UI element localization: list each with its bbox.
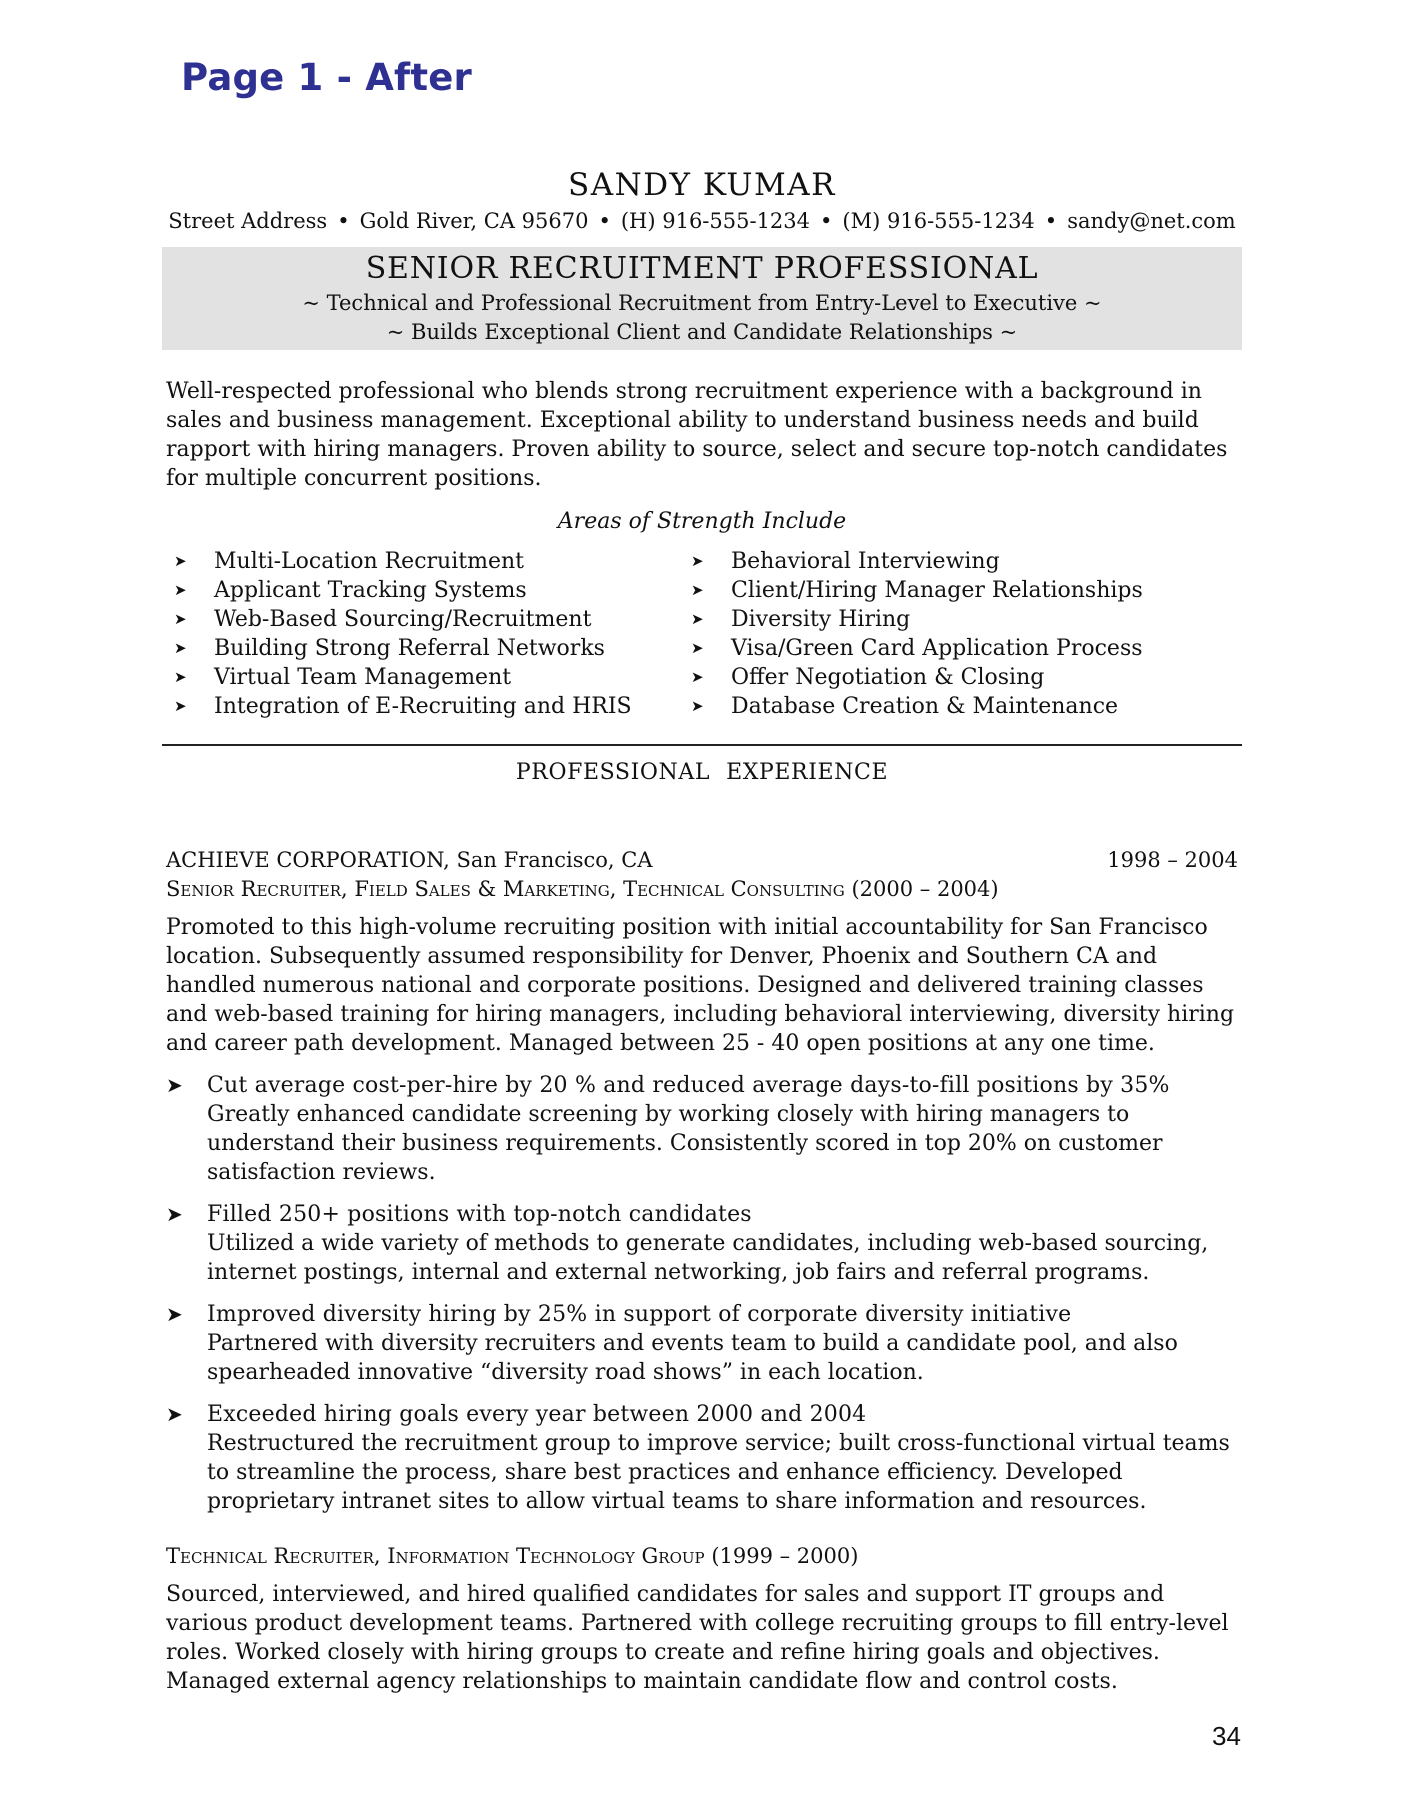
- contact-city: Gold River, CA 95670: [359, 209, 589, 233]
- contact-mobile-phone: (M) 916-555-1234: [842, 209, 1035, 233]
- role-name: Senior Recruiter, Field Sales & Marketing, Technical Consulting: [166, 877, 845, 901]
- list-item: [174, 634, 691, 663]
- strength-label: Web-Based Sourcing/Recruitment: [214, 607, 592, 632]
- list-item: [691, 576, 1208, 605]
- strength-label: Integration of E-Recruiting and HRIS: [214, 694, 632, 719]
- page-label: Page 1 - After: [181, 56, 472, 99]
- role-title: [166, 875, 1238, 904]
- list-item: [174, 576, 691, 605]
- list-item: [691, 547, 1208, 576]
- company-header: [166, 846, 1238, 875]
- list-item: [691, 605, 1208, 634]
- achievement-body: [207, 1071, 1242, 1187]
- strengths-right-column: [691, 547, 1208, 721]
- section-divider: [162, 744, 1242, 746]
- chevron-right-icon: ➤: [174, 697, 187, 715]
- strength-label: Behavioral Interviewing: [731, 549, 1000, 574]
- achievement-title: Exceeded hiring goals every year between 2000 and 2004: [207, 1402, 867, 1427]
- chevron-right-icon: ➤: [691, 697, 704, 715]
- chevron-right-icon: ➤: [691, 552, 704, 570]
- strength-label: Client/Hiring Manager Relationships: [731, 578, 1143, 603]
- section-title-word: PROFESSIONAL: [515, 760, 711, 785]
- list-item: [174, 663, 691, 692]
- achievement-description: Partnered with diversity recruiters and events team to build a candidate pool, and also spearheaded innovative “diversity road shows” in each location.: [207, 1331, 1178, 1385]
- strength-label: Multi-Location Recruitment: [214, 549, 524, 574]
- strengths-left-column: [174, 547, 691, 721]
- experience-section-title: [162, 758, 1242, 787]
- achievement-body: [207, 1400, 1242, 1516]
- headline-banner: [162, 247, 1242, 350]
- list-item: [691, 663, 1208, 692]
- chevron-right-icon: ➤: [174, 610, 187, 628]
- achievement-body: [207, 1200, 1242, 1287]
- strength-label: Applicant Tracking Systems: [214, 578, 527, 603]
- list-item: [174, 605, 691, 634]
- strength-label: Building Strong Referral Networks: [214, 636, 605, 661]
- candidate-name: SANDY KUMAR: [567, 167, 837, 203]
- chevron-right-icon: ➤: [174, 668, 187, 686]
- contact-home-phone: (H) 916-555-1234: [620, 209, 811, 233]
- role-title: [166, 1542, 1238, 1571]
- strengths-list: [162, 547, 1242, 721]
- strength-label: Database Creation & Maintenance: [731, 694, 1119, 719]
- list-item: [174, 692, 691, 721]
- company-dates: 1998 – 2004: [1107, 848, 1238, 872]
- achievement-title: Filled 250+ positions with top-notch candidates: [207, 1202, 752, 1227]
- contact-separator: •: [598, 209, 611, 233]
- achievement-body: [207, 1300, 1242, 1387]
- strengths-title: Areas of Strength Include: [557, 509, 847, 534]
- chevron-right-icon: ➤: [691, 639, 704, 657]
- achievement: [166, 1200, 1242, 1287]
- tagline-1: ~ Technical and Professional Recruitment from Entry-Level to Executive ~: [302, 291, 1102, 315]
- achievement-description: Utilized a wide variety of methods to generate candidates, including web-based sourcing, internet postings, internal and external networking, job fairs and referral programs.: [207, 1231, 1209, 1285]
- tagline-2: ~ Builds Exceptional Client and Candidate Relationships ~: [386, 320, 1018, 344]
- section-title-word: EXPERIENCE: [726, 760, 889, 785]
- role-description: Promoted to this high-volume recruiting position with initial accountability for San Francisco location. Subsequently assumed responsibility for Denver, Phoenix and Southern CA and handled numerous national and corporate positions. Designed and delivered training classes and web-based training for hiring managers, including behavioral interviewing, diversity hiring and career path development. Managed between 25 - 40 open positions at any one time.: [166, 915, 1235, 1056]
- achievement-description: Restructured the recruitment group to improve service; built cross-functional virtual teams to streamline the process, share best practices and enhance efficiency. Developed proprietary intranet sites to allow virtual teams to share information and resources.: [207, 1431, 1230, 1514]
- achievement: [166, 1071, 1242, 1187]
- achievement-description: Greatly enhanced candidate screening by working closely with hiring managers to understand their business requirements. Consistently scored in top 20% on customer satisfaction reviews.: [207, 1102, 1163, 1185]
- contact-line: [162, 207, 1242, 236]
- list-item: [691, 692, 1208, 721]
- contact-separator: •: [820, 209, 833, 233]
- chevron-right-icon: ➤: [174, 552, 187, 570]
- strength-label: Visa/Green Card Application Process: [731, 636, 1143, 661]
- list-item: [691, 634, 1208, 663]
- strength-label: Diversity Hiring: [731, 607, 911, 632]
- contact-address: Street Address: [168, 209, 328, 233]
- headline: SENIOR RECRUITMENT PROFESSIONAL: [365, 251, 1039, 286]
- summary-paragraph: Well-respected professional who blends strong recruitment experience with a background in sales and business management. Exceptional ability to understand business needs and build rapport with hiring managers. Proven ability to source, select and secure top-notch candidates for multiple concurrent positions.: [166, 379, 1228, 491]
- chevron-right-icon: ➤: [691, 610, 704, 628]
- role-dates: (1999 – 2000): [711, 1544, 859, 1568]
- role-name: Technical Recruiter, Information Technology Group: [166, 1544, 705, 1568]
- chevron-right-icon: ➤: [691, 668, 704, 686]
- chevron-right-icon: ➤: [691, 581, 704, 599]
- achievement: [166, 1400, 1242, 1516]
- resume: [162, 165, 1242, 1696]
- chevron-right-icon: ➤: [174, 581, 187, 599]
- arrow-right-icon: ➤: [166, 1073, 183, 1097]
- contact-email: sandy@net.com: [1067, 209, 1236, 233]
- achievement-title: Improved diversity hiring by 25% in support of corporate diversity initiative: [207, 1302, 1072, 1327]
- contact-separator: •: [1044, 209, 1058, 233]
- role-dates: (2000 – 2004): [851, 877, 999, 901]
- arrow-right-icon: ➤: [166, 1402, 183, 1426]
- arrow-right-icon: ➤: [166, 1302, 183, 1326]
- company-name: ACHIEVE CORPORATION, San Francisco, CA: [166, 848, 653, 872]
- role-description: Sourced, interviewed, and hired qualified candidates for sales and support IT groups and various product development teams. Partnered with college recruiting groups to fill entry-level roles. Worked closely with hiring groups to create and refine hiring goals and objectives. Managed external agency relationships to maintain candidate flow and control costs.: [166, 1582, 1229, 1694]
- contact-separator: •: [337, 209, 350, 233]
- arrow-right-icon: ➤: [166, 1202, 183, 1226]
- achievement: [166, 1300, 1242, 1387]
- page-number: 34: [1212, 1721, 1241, 1751]
- chevron-right-icon: ➤: [174, 639, 187, 657]
- achievement-title: Cut average cost-per-hire by 20 % and reduced average days-to-fill positions by 35%: [207, 1073, 1170, 1098]
- strength-label: Virtual Team Management: [214, 665, 512, 690]
- strength-label: Offer Negotiation & Closing: [731, 665, 1045, 690]
- list-item: [174, 547, 691, 576]
